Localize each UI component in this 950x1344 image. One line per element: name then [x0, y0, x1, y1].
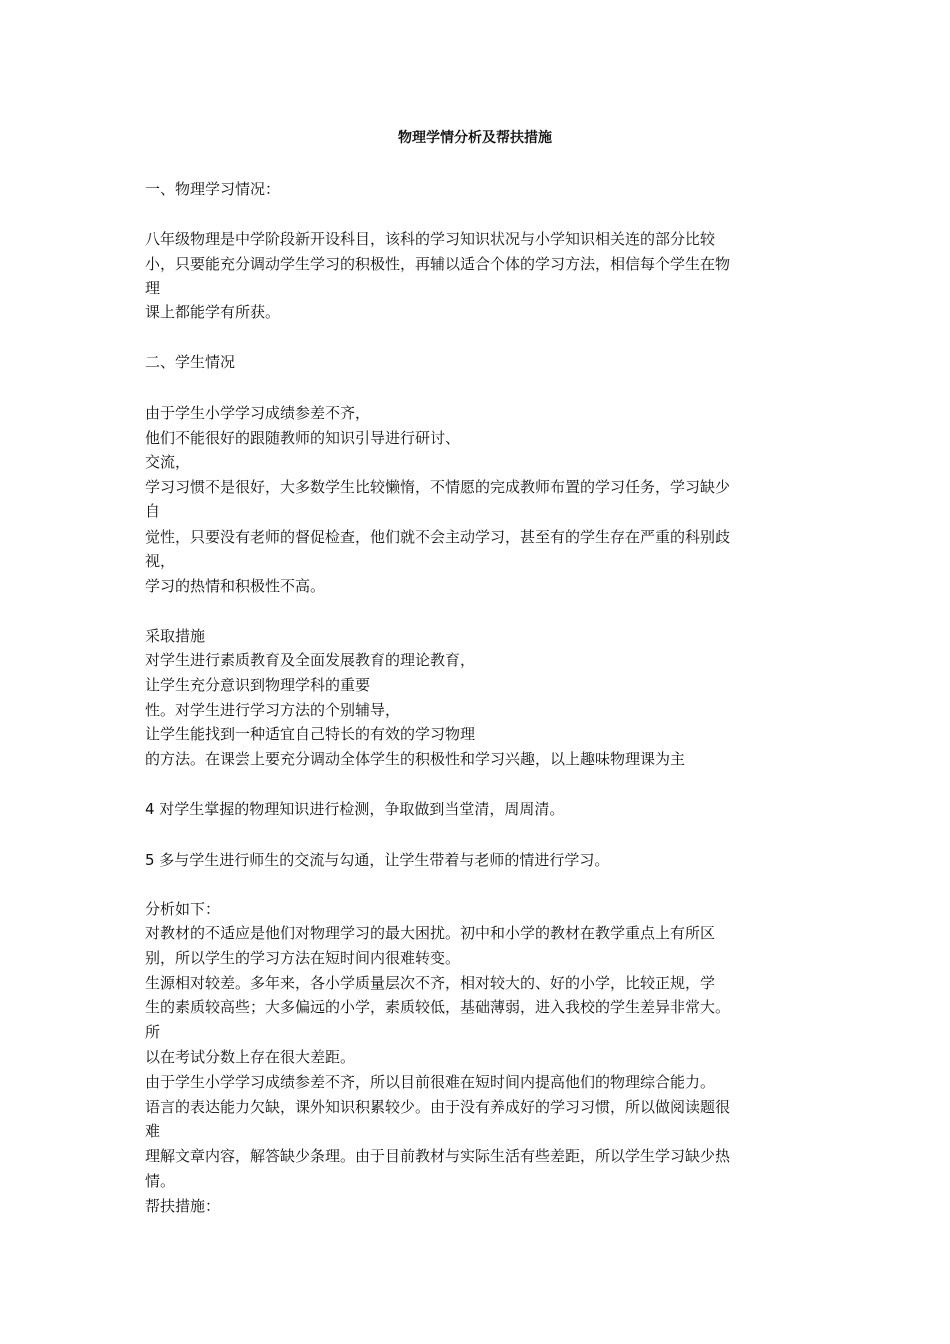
paragraph-line: 理	[145, 279, 161, 297]
paragraph-line: 由于学生小学学习成绩参差不齐，所以目前很难在短时间内提高他们的物理综合能力。	[145, 1073, 716, 1091]
paragraph-line: 让学生能找到一种适宜自己特长的有效的学习物理	[145, 725, 476, 743]
section-heading: 分析如下：	[145, 900, 221, 918]
paragraph-line: 学习的热情和积极性不高。	[145, 577, 326, 595]
paragraph-line: 交流，	[145, 453, 191, 471]
paragraph-line: 生的素质较高些；大多偏远的小学，素质较低，基础薄弱，进入我校的学生差异非常大。	[145, 998, 731, 1016]
paragraph-line: 由于学生小学学习成绩参差不齐，	[145, 404, 371, 422]
paragraph-line: 难	[145, 1122, 161, 1140]
section-heading: 二、学生情况	[145, 353, 236, 371]
paragraph-line: 对学生进行素质教育及全面发展教育的理论教育，	[145, 651, 476, 669]
paragraph-line: 性。对学生进行学习方法的个别辅导，	[145, 701, 401, 719]
paragraph-line: 学习习惯不是很好，大多数学生比较懒惰，不情愿的完成教师布置的学习任务，学习缺少	[145, 478, 731, 496]
paragraph-line: 以在考试分数上存在很大差距。	[145, 1048, 356, 1066]
paragraph-line: 对教材的不适应是他们对物理学习的最大困扰。初中和小学的教材在教学重点上有所区	[145, 924, 716, 942]
paragraph-line: 他们不能很好的跟随教师的知识引导进行研讨、	[145, 429, 461, 447]
paragraph-line: 课上都能学有所获。	[145, 303, 281, 321]
numbered-item: 5 多与学生进行师生的交流与勾通，让学生带着与老师的情进行学习。	[145, 851, 610, 869]
paragraph-line: 觉性，只要没有老师的督促检查，他们就不会主动学习，甚至有的学生存在严重的科别歧	[145, 528, 731, 546]
paragraph-line: 情。	[145, 1172, 176, 1190]
paragraph-line: 让学生充分意识到物理学科的重要	[145, 676, 371, 694]
paragraph-line: 八年级物理是中学阶段新开设科目，该科的学习知识状况与小学知识相关连的部分比较	[145, 230, 716, 248]
paragraph-line: 语言的表达能力欠缺，课外知识积累较少。由于没有养成好的学习习惯，所以做阅读题很	[145, 1098, 731, 1116]
section-heading: 一、物理学习情况：	[145, 180, 281, 198]
paragraph-line: 视，	[145, 552, 176, 570]
paragraph-line: 生源相对较差。多年来，各小学质量层次不齐，相对较大的、好的小学，比较正规，学	[145, 974, 716, 992]
paragraph-line: 小，只要能充分调动学生学习的积极性，再辅以适合个体的学习方法，相信每个学生在物	[145, 255, 731, 273]
section-heading: 帮扶措施：	[145, 1197, 221, 1215]
document-title: 物理学情分析及帮扶措施	[398, 130, 552, 146]
paragraph-line: 别，所以学生的学习方法在短时间内很难转变。	[145, 949, 461, 967]
paragraph-line: 自	[145, 502, 161, 520]
section-heading: 采取措施	[145, 627, 206, 645]
paragraph-line: 理解文章内容，解答缺少条理。由于目前教材与实际生活有些差距，所以学生学习缺少热	[145, 1147, 731, 1165]
numbered-item: 4 对学生掌握的物理知识进行检测，争取做到当堂清，周周清。	[145, 800, 565, 818]
paragraph-line: 所	[145, 1023, 161, 1041]
paragraph-line: 的方法。在课尝上要充分调动全体学生的积极性和学习兴趣，以上趣味物理课为主	[145, 750, 686, 768]
